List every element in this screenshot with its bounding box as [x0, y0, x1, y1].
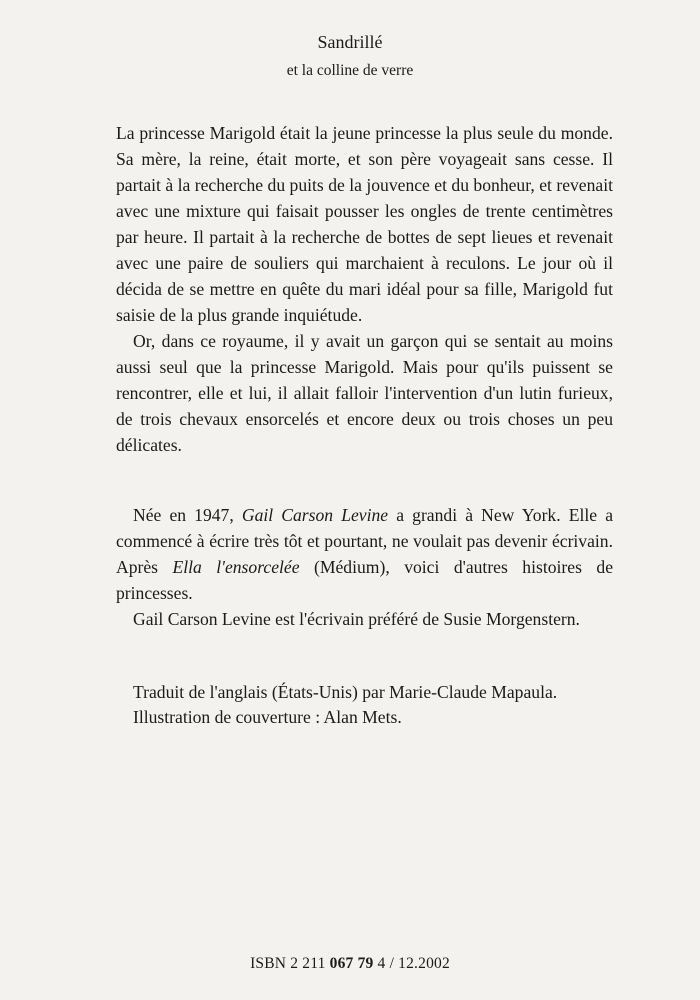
illustration-credit: Illustration de couverture : Alan Mets.	[133, 707, 402, 727]
isbn-suffix: 4 / 12.2002	[373, 955, 450, 972]
author-bio-paragraph-2: Gail Carson Levine est l'écrivain préféré de Susie Morgenstern.	[133, 609, 580, 629]
isbn-line	[0, 953, 700, 975]
summary-paragraph-1: La princesse Marigold était la jeune princesse la plus seule du monde. Sa mère, la reine, était morte, et son père voyageait sans cesse. Il partait à la recherche du puits de la jouvence et du bonheur, et revenait avec une mixture qui faisait pousser les ongles de trente centimètres par heure. Il partait à la recherche de bottes de sept lieues et revenait avec une paire de souliers qui marchaient à reculons. Le jour où il décida de se mettre en quête du mari idéal pour sa fille, Marigold fut saisie de la plus grande inquiétude.	[116, 123, 613, 325]
credits-section	[133, 680, 613, 730]
translation-credit: Traduit de l'anglais (États-Unis) par Marie-Claude Mapaula.	[133, 682, 558, 702]
author-name: Gail Carson Levine	[241, 505, 389, 525]
bio-text-end: (Médium), voici d'autres histoires de princesses.	[116, 557, 614, 603]
isbn-prefix: ISBN 2 211	[250, 955, 330, 972]
author-bio-paragraph-1	[116, 502, 613, 606]
author-bio-section	[116, 502, 613, 632]
book-reference: Ella l'ensorcelée	[172, 557, 300, 577]
bio-text-mid: a grandi à New York. Elle a commencé à écrire très tôt et pourtant, ne voulait pas devenir écrivain. Après	[116, 505, 613, 577]
summary-paragraph-2: Or, dans ce royaume, il y avait un garçon qui se sentait au moins aussi seul que la princesse Marigold. Mais pour qu'ils puissent se rencontrer, elle et lui, il allait falloir l'intervention d'un lutin furieux, de trois chevaux ensorcelés et encore deux ou trois choses un peu délicates.	[116, 331, 613, 455]
isbn-bold: 067 79	[329, 955, 374, 972]
bio-text-start: Née en 1947,	[133, 505, 242, 525]
book-subtitle: et la colline de verre	[286, 62, 414, 79]
book-title: Sandrillé	[317, 32, 383, 52]
summary-section	[116, 120, 613, 458]
